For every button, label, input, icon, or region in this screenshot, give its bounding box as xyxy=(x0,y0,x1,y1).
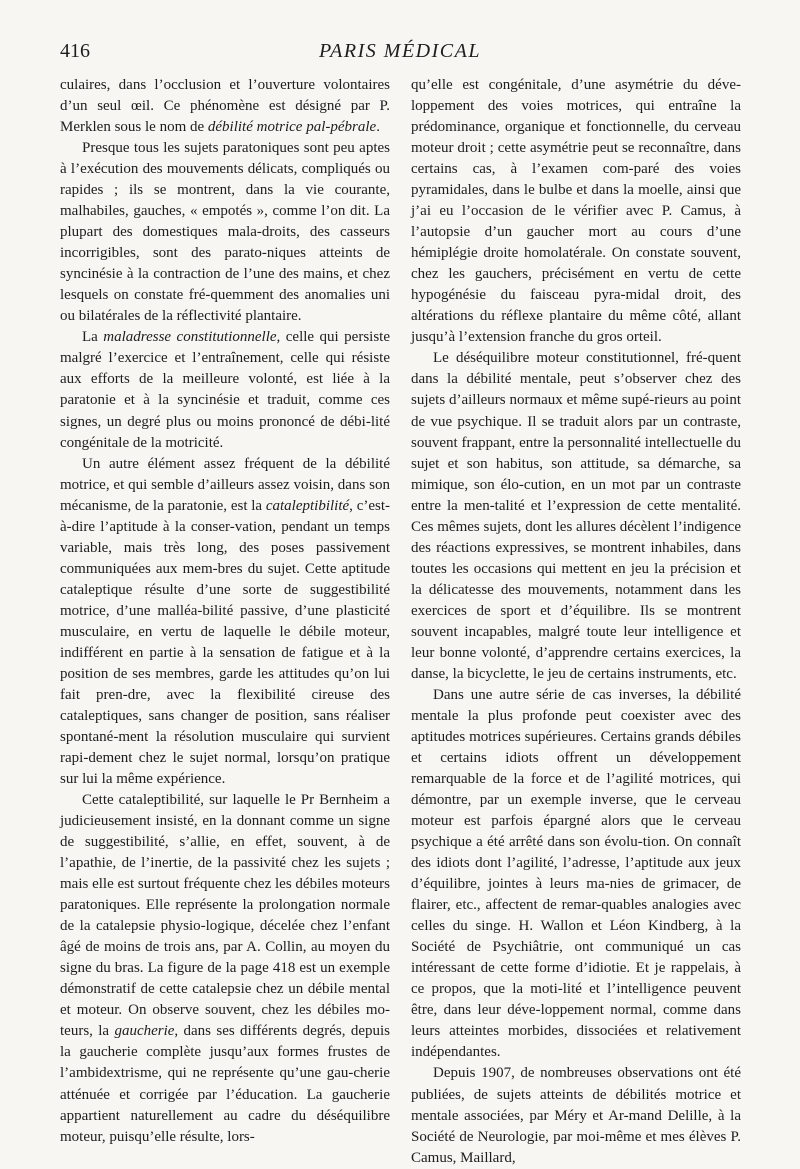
page-number: 416 xyxy=(60,40,90,62)
italic-term: cataleptibilité xyxy=(265,497,350,514)
right-column xyxy=(411,75,741,1169)
italic-term: débilité motrice pal-pébrale xyxy=(207,119,377,136)
text-run: Un autre élément assez fréquent de la débilité motrice, et qui semble d’ailleurs assez voisin, dans son mécanisme, de la paratonie, est la xyxy=(60,455,390,514)
paragraph xyxy=(411,1063,741,1168)
text-run: , c’est-à-dire l’aptitude à la conser-vation, pendant un temps variable, mais très long, des poses passivement communiquées aux mem-bres du sujet. Cette aptitude cataleptique résulte d’une sorte de suggestibilité motrice, d’une malléa-bilité passive, d’une plasticité musculaire, en vertu de laquelle le débile moteur, indifférent en partie à la sensation de fatigue et à la position de ses membres, garde les attitudes qu’on lui fait pren-dre, avec la flexibilité cireuse des cataleptiques, sans changer de position, sans réaliser spontané-ment la résolution musculaire qui survient rapi-dement chez le sujet normal, lorsqu’on pratique sur lui la même expérience. xyxy=(60,497,390,788)
text-run: Presque tous les sujets paratoniques sont peu aptes à l’exécution des mouvements délicats, compliqués ou rapides ; ils se montrent, dans la vie courante, malhabiles, gauches, « empotés », comme l’on dit. La plupart des domestiques mala-droits, des casseurs incorrigibles, sont des parato-niques atteints de syncinésie à la contraction de l’une des mains, et chez lesquels on constate fré-quemment des anomalies uni ou bilatérales de la réflectivité plantaire. xyxy=(60,140,390,325)
paragraph xyxy=(60,75,390,138)
text-run: , dans ses différents degrés, depuis la gaucherie complète jusqu’aux formes frustes de l’ambidextrisme, qui ne représente qu’une gau-cherie atténuée et corrigée par l’éducation. La gaucherie appartient naturellement au cadre du déséquilibre moteur, puisqu’elle résulte, lors- xyxy=(60,1023,391,1145)
paragraph xyxy=(60,138,390,327)
paragraph xyxy=(60,454,390,791)
text-run: Cette cataleptibilité, sur laquelle le Pr Bernheim a judicieusement insisté, en la donnant comme un signe de suggestibilité, s’allie, en effet, souvent, à de l’apathie, de l’inertie, de la passivité chez les sujets ; mais elle est surtout fréquente chez les débiles moteurs paratoniques. Elle représente la prolongation normale de la catalepsie physio-logique, décelée chez l’enfant âgé de moins de trois ans, par A. Collin, au moyen du signe du bras. La figure de la page 418 est un exemple démonstratif de cette catalepsie chez un débile mental et moteur. On observe souvent, chez les débiles mo-teurs, la xyxy=(60,792,390,1040)
journal-title: PARIS MÉDICAL xyxy=(319,40,481,62)
paragraph xyxy=(411,75,741,348)
text-run: culaires, dans l’occlusion et l’ouverture volontaires d’un seul œil. Ce phénomène est désigné par P. Merklen sous le nom de xyxy=(60,77,390,136)
text-run: Le déséquilibre moteur constitutionnel, fré-quent dans la débilité mentale, peut s’observer chez des sujets d’ailleurs normaux et même supé-rieurs au point de vue psychique. Il se traduit alors par un contraste, souvent frappant, entre la personnalité intellectuelle du sujet et son habitus, son attitude, sa démarche, sa mimique, son élo-cution, en un mot par un contraste entre la men-talité et l’expression de cette mentalité. Ces mêmes sujets, dont les allures décèlent l’indigence des réactions expressives, se montrent inhabiles, dans toutes les occasions qui mettent en jeu la précision et la délicatesse des mouvements, notamment dans les exercices de sport et d’équilibre. Ils se montrent souvent incapables, malgré toute leur intelligence et leur bonne volonté, d’apprendre certains exercices, la danse, la bicyclette, le jeu de certains instruments, etc. xyxy=(411,350,741,682)
italic-term: gaucherie xyxy=(114,1023,175,1040)
paragraph xyxy=(411,348,741,685)
paragraph xyxy=(60,790,390,1148)
paragraph xyxy=(60,327,390,453)
text-run: Dans une autre série de cas inverses, la débilité mentale la plus profonde peut coexister avec des aptitudes motrices supérieures. Certains grands débiles et certains idiots offrent un développement remarquable de la force et de l’agilité motrices, qui démontre, par un exemple inverse, que le cerveau moteur est parfois épargné alors que le cerveau psychique a été arrêté dans son évolu-tion. On connaît des idiots dont l’agilité, l’adresse, l’aptitude aux jeux d’équilibre, jointes à leurs ma-nies de grimacer, de flairer, etc., affectent de remar-quables analogies avec celles du singe. H. Wallon et Léon Kindberg, à la Société de Psychiâtrie, ont communiqué un cas intéressant de cette forme d’idiotie. Et je rappelais, à ce propos, que la moti-lité et l’intelligence peuvent être, dans leur déve-loppement normal, comme dans leurs atteintes morbides, dissociées et relativement indépendantes. xyxy=(411,686,741,1061)
running-header xyxy=(60,40,740,70)
paragraph xyxy=(411,685,741,1064)
text-run: , celle qui persiste malgré l’exercice et l’entraînement, celle qui résiste aux efforts de la meilleure volonté, est liée à la paratonie et à la syncinésie et traduit, comme ces signes, un degré plus ou moins prononcé de débi-lité congénitale de la motricité. xyxy=(60,329,390,451)
text-run: Depuis 1907, de nombreuses observations ont été publiées, de sujets atteints de débilités motrice et mentale associées, par Méry et Ar-mand Delille, à la Société de Neurologie, par moi-même et mes élèves P. Camus, Maillard, xyxy=(411,1065,741,1166)
italic-term: maladresse constitutionnelle xyxy=(103,329,277,346)
text-run: La xyxy=(82,329,104,346)
text-run: qu’elle est congénitale, d’une asymétrie du déve-loppement des voies motrices, qui entraîne la prédominance, organique et fonctionnelle, du cerveau moteur droit ; cette asymétrie peut se reconnaître, dans certains cas, à l’examen com-paré des voies pyramidales, dans le bulbe et dans la moelle, ainsi que j’ai eu l’occasion de le vérifier avec P. Camus, à l’autopsie d’un gaucher mort au cours d’une hémiplégie droite homolatérale. On constate souvent, chez les gauchers, précisément en vertu de cette hypogénésie du faisceau pyra-midal droit, des altérations du réflexe plantaire du même côté, allant jusqu’à l’extension franche du gros orteil. xyxy=(411,77,741,346)
text-run: . xyxy=(376,119,380,136)
left-column xyxy=(60,75,390,1148)
